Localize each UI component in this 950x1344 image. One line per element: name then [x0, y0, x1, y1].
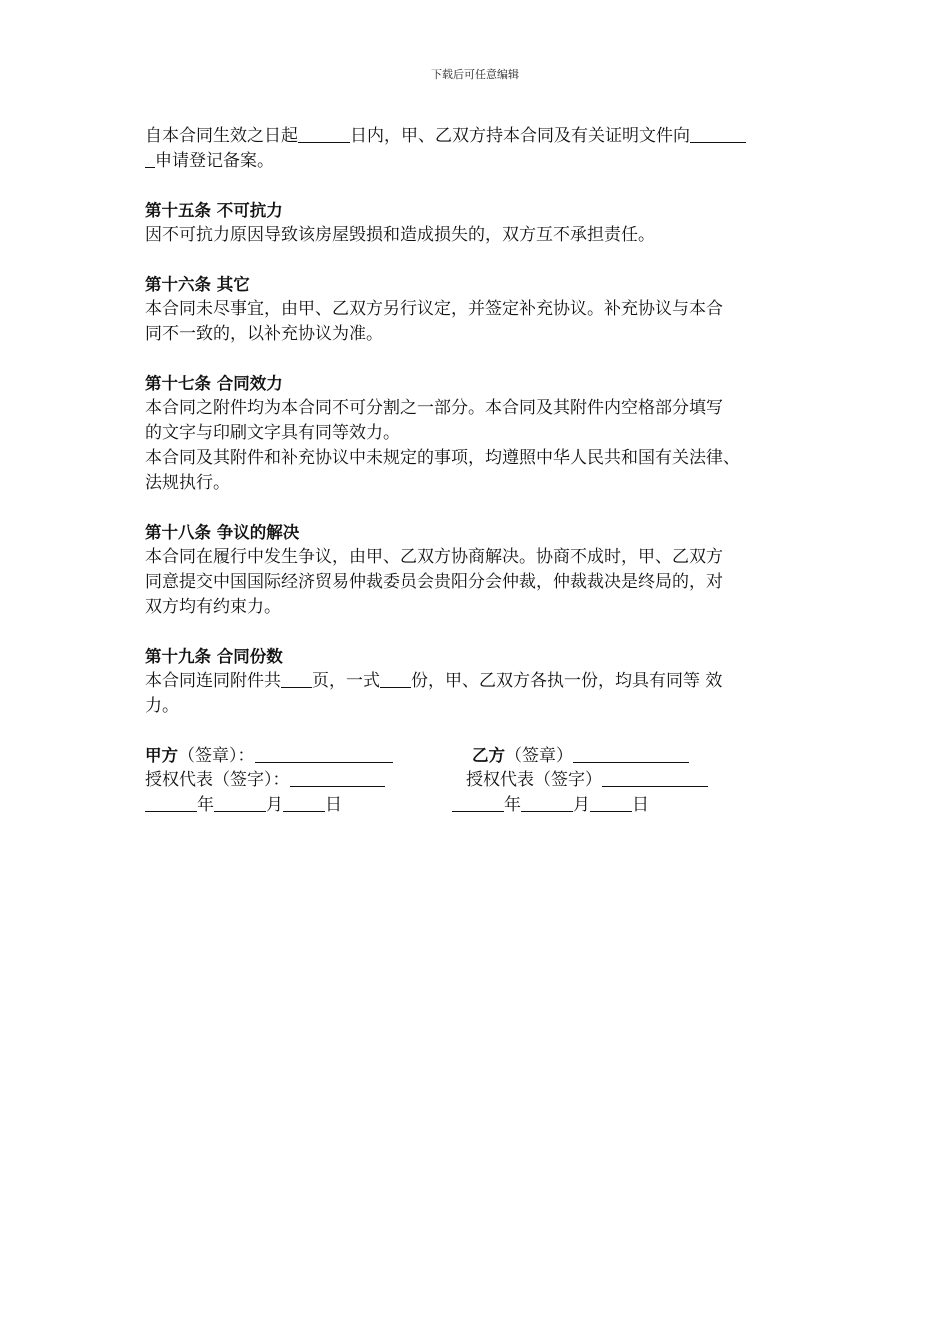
intro-paragraph: [145, 124, 810, 149]
article-17-line4: 法规执行。: [145, 473, 230, 493]
party-b-seal-label: （签章）: [505, 746, 573, 766]
rep-a-blank[interactable]: [290, 769, 385, 787]
rep-a-signature: [145, 768, 385, 793]
blank-authority[interactable]: [690, 125, 746, 143]
blank-days[interactable]: [298, 125, 350, 143]
article-16-title: 第十六条 其它: [145, 275, 250, 294]
party-a-signature: [145, 743, 393, 769]
party-a-seal-blank[interactable]: [255, 745, 393, 763]
party-b-label: 乙方: [472, 746, 505, 765]
article-16-line2: 同不一致的，以补充协议为准。: [145, 324, 383, 344]
intro-text-3: 申请登记备案。: [155, 151, 274, 171]
intro-paragraph-cont: [145, 149, 810, 174]
date-b-month-blank[interactable]: [521, 794, 573, 812]
page-header: 下载后可任意编辑: [431, 68, 519, 81]
article-17-line3: 本合同及其附件和补充协议中未规定的事项，均遵照中华人民共和国有关法律、: [145, 448, 740, 468]
article-18-title: 第十八条 争议的解决: [145, 523, 300, 542]
date-a: [145, 793, 342, 818]
date-a-year-blank[interactable]: [145, 794, 197, 812]
date-a-day-label: 日: [325, 795, 342, 815]
article-19-title: 第十九条 合同份数: [145, 647, 283, 666]
article-17-line1: 本合同之附件均为本合同不可分割之一部分。本合同及其附件内空格部分填写: [145, 398, 723, 418]
blank-copies[interactable]: [380, 670, 411, 688]
blank-pages[interactable]: [281, 670, 312, 688]
date-b-day-label: 日: [632, 795, 649, 815]
date-b-year-label: 年: [504, 795, 521, 815]
article-19-line1: [145, 669, 810, 694]
signature-row-reps: [145, 768, 810, 793]
article-17-line2: 的文字与印刷文字具有同等效力。: [145, 423, 400, 443]
article-19-text-2: 页，一式: [312, 671, 380, 691]
party-a-seal-label: （签章）：: [178, 746, 255, 766]
date-a-year-label: 年: [197, 795, 214, 815]
date-b: [452, 793, 649, 818]
date-a-day-blank[interactable]: [283, 794, 325, 812]
signature-row-parties: [145, 743, 810, 768]
rep-a-label: 授权代表（签字）：: [145, 770, 290, 790]
article-15-title: 第十五条 不可抗力: [145, 201, 283, 220]
rep-b-blank[interactable]: [602, 769, 708, 787]
party-a-label: 甲方: [145, 746, 178, 765]
article-18-line2: 同意提交中国国际经济贸易仲裁委员会贵阳分会仲裁，仲裁裁决是终局的，对: [145, 572, 723, 592]
article-18-line3: 双方均有约束力。: [145, 597, 281, 617]
article-15-body: 因不可抗力原因导致该房屋毁损和造成损失的，双方互不承担责任。: [145, 225, 655, 245]
blank-authority-cont[interactable]: [145, 150, 155, 168]
date-a-month-blank[interactable]: [214, 794, 266, 812]
intro-text-1: 自本合同生效之日起: [145, 126, 298, 146]
rep-b-signature: [466, 768, 708, 793]
article-19-text-3: 份，甲、乙双方各执一份，均具有同等 效: [411, 671, 723, 691]
article-19-text-1: 本合同连同附件共: [145, 671, 281, 691]
document-body: [145, 124, 810, 818]
article-18-line1: 本合同在履行中发生争议，由甲、乙双方协商解决。协商不成时，甲、乙双方: [145, 547, 723, 567]
date-a-month-label: 月: [266, 795, 283, 815]
intro-text-2: 日内，甲、乙双方持本合同及有关证明文件向: [350, 126, 690, 146]
article-16-line1: 本合同未尽事宜，由甲、乙双方另行议定，并签定补充协议。补充协议与本合: [145, 299, 723, 319]
date-b-month-label: 月: [573, 795, 590, 815]
article-19-line2: 力。: [145, 696, 179, 716]
article-17-title: 第十七条 合同效力: [145, 374, 283, 393]
party-b-seal-blank[interactable]: [573, 745, 689, 763]
signature-row-dates: [145, 793, 810, 818]
rep-b-label: 授权代表（签字）: [466, 770, 602, 790]
date-b-year-blank[interactable]: [452, 794, 504, 812]
party-b-signature: [472, 743, 689, 769]
date-b-day-blank[interactable]: [590, 794, 632, 812]
